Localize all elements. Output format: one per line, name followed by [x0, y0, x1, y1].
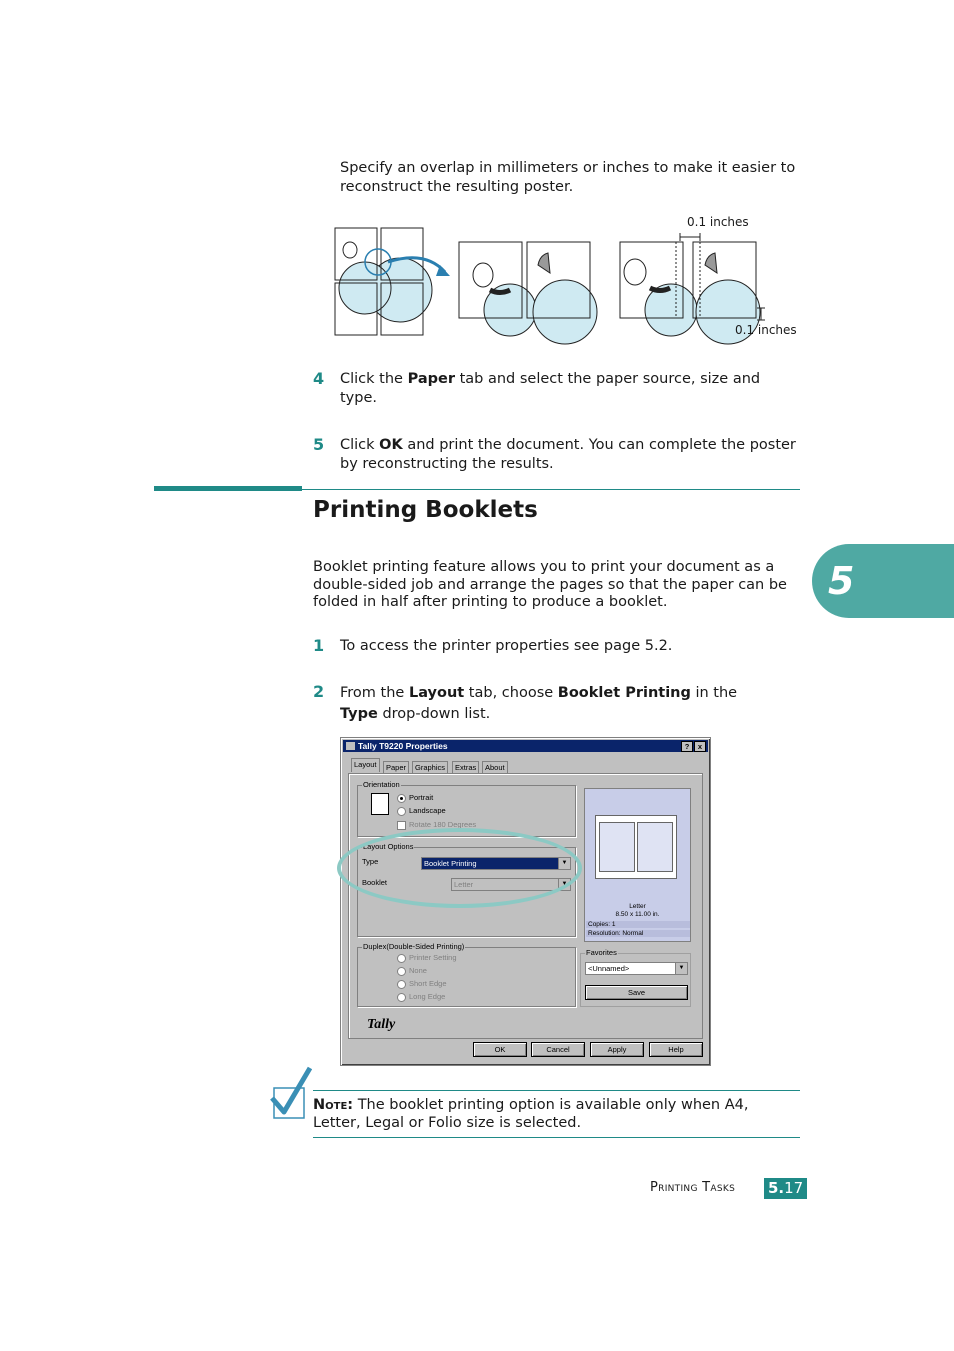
- step-1-text: To access the printer properties see page 5.2.: [340, 638, 673, 654]
- page-number: 5.17: [764, 1178, 807, 1199]
- duplex-label: Duplex(Double-Sided Printing): [363, 942, 465, 951]
- step-2-text: From the Layout tab, choose Booklet Printing in the Type drop-down list.: [340, 685, 738, 722]
- step-number-1: 1: [313, 636, 325, 655]
- overlap-label-top: 0.1 inches: [687, 215, 749, 229]
- highlight-ellipse: [337, 828, 582, 908]
- apply-button[interactable]: Apply: [590, 1042, 644, 1057]
- overlap-label-bottom: 0.1 inches: [735, 323, 797, 337]
- step-number-2: 2: [313, 682, 325, 701]
- section-rule-thin: [302, 489, 800, 490]
- note-rule-top: [313, 1090, 800, 1091]
- printer-icon: [346, 742, 355, 750]
- preview-resolution: Resolution: Normal: [586, 930, 690, 937]
- footer-section: Printing Tasks: [650, 1180, 736, 1195]
- favorites-arrow-icon[interactable]: ▼: [675, 963, 687, 974]
- step-5-text: Click OK and print the document. You can complete the poster by reconstructing the results.: [340, 437, 796, 472]
- duplex-none-label: None: [409, 966, 427, 975]
- cancel-button[interactable]: Cancel: [531, 1042, 585, 1057]
- landscape-radio[interactable]: [397, 807, 406, 816]
- type-dropdown-arrow-icon[interactable]: ▼: [558, 858, 570, 869]
- poster-figure: [330, 210, 810, 345]
- dialog-titlebar: [343, 740, 708, 752]
- section-title: Printing Booklets: [313, 497, 538, 523]
- preview-panel: [584, 788, 691, 942]
- rotate-label: Rotate 180 Degrees: [409, 820, 477, 829]
- portrait-radio[interactable]: [397, 794, 406, 803]
- help-bottom-button[interactable]: Help: [649, 1042, 703, 1057]
- section-body: Booklet printing feature allows you to print your document as a double-sided job and arrange the pages so that the paper can be folded in half after printing to produce a booklet.: [313, 559, 787, 610]
- rotate-checkbox[interactable]: [397, 821, 406, 830]
- booklet-dropdown-arrow-icon[interactable]: ▼: [558, 879, 570, 890]
- type-value: Booklet Printing: [424, 859, 477, 868]
- orientation-label: Orientation: [363, 780, 400, 789]
- duplex-none-radio[interactable]: [397, 967, 406, 976]
- note-text: Note: The booklet printing option is available only when A4, Letter, Legal or Folio size is selected.: [313, 1097, 749, 1131]
- duplex-printer-radio[interactable]: [397, 954, 406, 963]
- favorites-value: <Unnamed>: [588, 964, 630, 973]
- duplex-long-label: Long Edge: [409, 992, 446, 1001]
- preview-paper: Letter: [629, 903, 646, 910]
- brand-logo: Tally: [367, 1017, 396, 1032]
- intro-text: Specify an overlap in millimeters or inches to make it easier to reconstruct the resulting poster.: [340, 160, 796, 195]
- close-button[interactable]: x: [694, 741, 706, 752]
- step-number-4: 4: [313, 369, 325, 388]
- layout-options-label: Layout Options: [363, 842, 414, 851]
- favorites-label: Favorites: [586, 948, 617, 957]
- section-rule-thick: [154, 486, 302, 491]
- booklet-label: Booklet: [362, 878, 388, 887]
- tab-layout[interactable]: Layout: [351, 758, 380, 772]
- note-label: Note:: [313, 1097, 354, 1113]
- help-button[interactable]: ?: [681, 741, 693, 752]
- step-number-5: 5: [313, 435, 325, 454]
- preview-copies: Copies: 1: [586, 921, 690, 928]
- favorites-dropdown[interactable]: [585, 962, 688, 975]
- step-4-text: Click the Paper tab and select the paper source, size and type.: [340, 371, 761, 406]
- duplex-printer-label: Printer Setting: [409, 953, 457, 962]
- preview-size: 8.50 x 11.00 in.: [615, 911, 660, 918]
- booklet-preview-icon: [595, 815, 677, 879]
- type-label: Type: [362, 857, 379, 866]
- ok-button[interactable]: OK: [473, 1042, 527, 1057]
- duplex-short-label: Short Edge: [409, 979, 447, 988]
- portrait-label: Portrait: [409, 793, 434, 802]
- tab-graphics[interactable]: Graphics: [412, 761, 448, 773]
- portrait-page-icon: [371, 793, 389, 815]
- note-rule-bottom: [313, 1137, 800, 1138]
- duplex-long-radio[interactable]: [397, 993, 406, 1002]
- checkmark-icon: [268, 1066, 312, 1120]
- dialog-title: Tally T9220 Properties: [358, 741, 448, 751]
- chapter-tab: 5: [812, 544, 954, 618]
- duplex-group: [357, 947, 576, 1007]
- duplex-short-radio[interactable]: [397, 980, 406, 989]
- tab-extras[interactable]: Extras: [452, 761, 479, 773]
- landscape-label: Landscape: [409, 806, 446, 815]
- tab-paper[interactable]: Paper: [383, 761, 409, 773]
- save-button[interactable]: Save: [585, 985, 688, 1000]
- booklet-value: Letter: [454, 880, 474, 889]
- tab-about[interactable]: About: [482, 761, 508, 773]
